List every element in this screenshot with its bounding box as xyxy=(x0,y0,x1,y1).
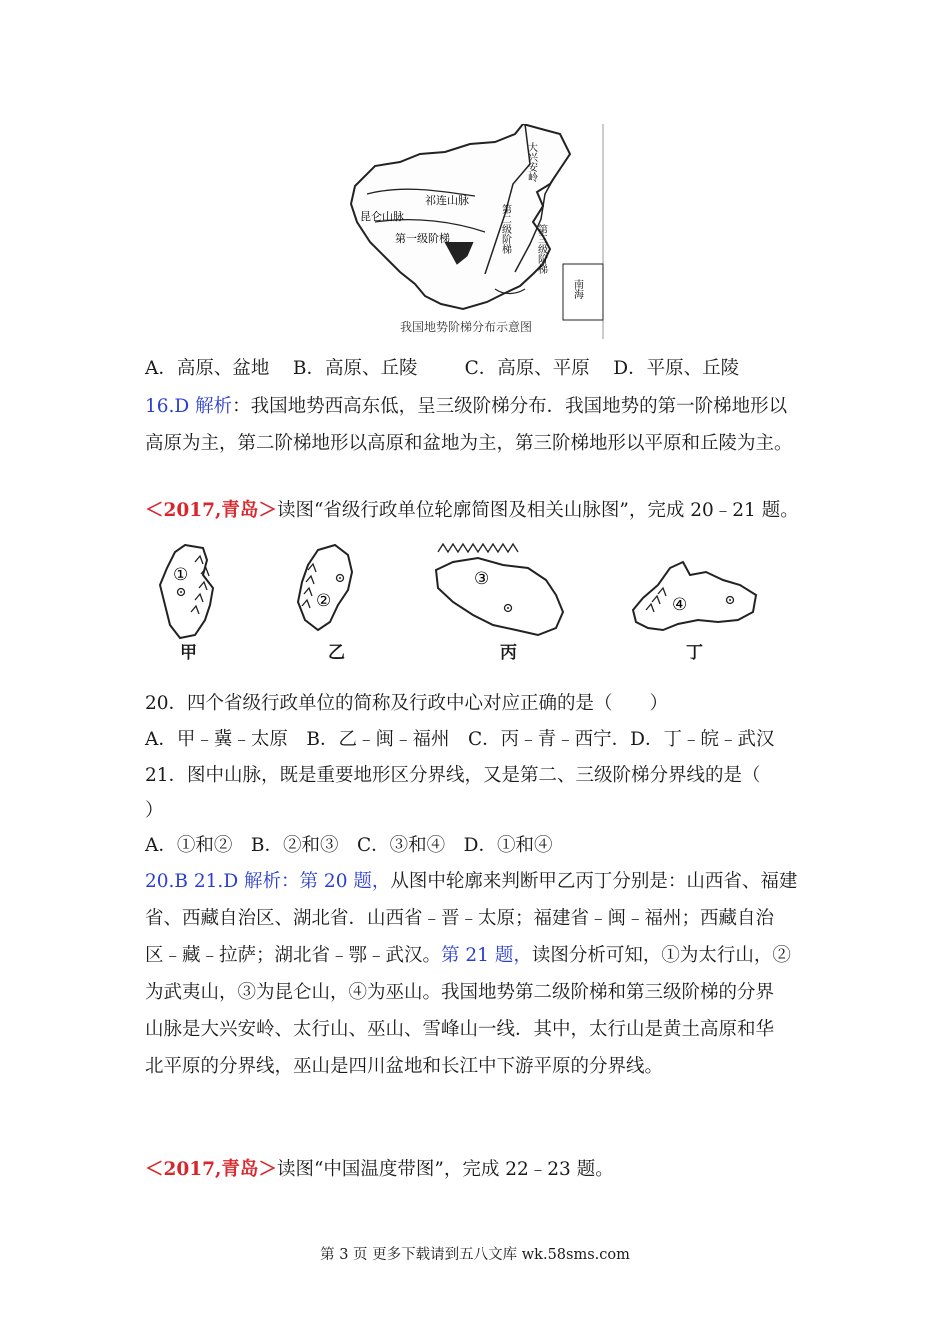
q21-stem-line2: ） xyxy=(145,800,164,821)
intro-20-21-source: ＜2017,青岛＞ xyxy=(145,500,277,521)
answer-20-line1 xyxy=(145,868,797,896)
q21-stem-line1: 21．图中山脉，既是重要地形区分界线，又是第二、三级阶梯分界线的是（ xyxy=(145,765,761,786)
q20-stem: 20．四个省级行政单位的简称及行政中心对应正确的是（ ） xyxy=(145,693,669,714)
q19-option-c: C．高原、平原 xyxy=(464,358,590,379)
answer-20-text1: 从图中轮廓来判断甲乙丙丁分别是：山西省、福建 xyxy=(390,871,798,892)
province-ding-figure xyxy=(628,540,768,665)
answer-20-line6: 北平原的分界线，巫山是四川盆地和长江中下游平原的分界线。 xyxy=(145,1056,664,1077)
answer-20-text3b: 读图分析可知，①为太行山，② xyxy=(531,945,791,966)
answer-20-line2: 省、西藏自治区、湖北省．山西省﹣晋﹣太原；福建省﹣闽﹣福州；西藏自治 xyxy=(145,908,775,929)
province-jia-figure xyxy=(155,540,225,665)
map-label-step3: 第三级阶梯 xyxy=(535,224,547,274)
answer-20-text3a: 区﹣藏﹣拉萨；湖北省﹣鄂﹣武汉。 xyxy=(145,945,442,966)
q19-option-d: D．平原、丘陵 xyxy=(613,358,740,379)
intro-20-21-text: 读图“省级行政单位轮廓简图及相关山脉图”，完成 20﹣21 题。 xyxy=(276,500,799,521)
answer-16-tag: 解析 xyxy=(195,396,233,417)
answer-16-line1 xyxy=(145,393,787,421)
map-caption: 我国地势阶梯分布示意图 xyxy=(400,320,533,334)
intro-20-21 xyxy=(145,497,799,525)
answer-20-tag: 解析：第 20 题， xyxy=(244,871,391,892)
province-jia-label: 甲 xyxy=(180,643,197,663)
answer-16-line2: 高原为主，第二阶梯地形以高原和盆地为主，第三阶梯地形以平原和丘陵为主。 xyxy=(145,433,793,454)
intro-22-23-text: 读图“中国温度带图”，完成 22﹣23 题。 xyxy=(276,1159,614,1180)
province-yi-figure xyxy=(290,540,370,665)
q20-options: A．甲﹣冀﹣太原 B．乙﹣闽﹣福州 C．丙﹣青﹣西宁．D．丁﹣皖﹣武汉 xyxy=(145,729,775,750)
map-label-qilian: 祁连山脉 xyxy=(425,194,469,207)
intro-22-23 xyxy=(145,1156,614,1184)
answer-16-number: 16.D xyxy=(145,396,190,417)
province-ding-label: 丁 xyxy=(686,643,703,663)
province-ding-number: ④ xyxy=(672,595,688,615)
answer-20-line5: 山脉是大兴安岭、太行山、巫山、雪峰山一线．其中，太行山是黄土高原和华 xyxy=(145,1019,775,1040)
page-footer: 第 3 页 更多下载请到五八文库 wk.58sms.com xyxy=(320,1247,630,1263)
province-yi-number: ② xyxy=(316,591,332,611)
province-yi-label: 乙 xyxy=(328,643,345,663)
intro-22-23-source: ＜2017,青岛＞ xyxy=(145,1159,277,1180)
answer-20-line3 xyxy=(145,942,791,970)
province-bing-figure xyxy=(428,540,588,665)
province-jia-number: ① xyxy=(173,565,189,585)
province-bing-number: ③ xyxy=(474,569,490,589)
map-label-kunlun: 昆仑山脉 xyxy=(360,210,404,223)
q19-option-b: B．高原、丘陵 xyxy=(292,358,418,379)
answer-16-text1: ：我国地势西高东低，呈三级阶梯分布．我国地势的第一阶梯地形以 xyxy=(232,396,788,417)
q19-options xyxy=(145,355,739,383)
map-label-step2: 第二级阶梯 xyxy=(499,204,511,254)
answer-20-numbers: 20.B 21.D xyxy=(145,871,239,892)
answer-20-line4: 为武夷山，③为昆仑山，④为巫山。我国地势第二级阶梯和第三级阶梯的分界 xyxy=(145,982,775,1003)
map-label-step1: 第一级阶梯 xyxy=(395,232,450,245)
q19-option-a: A．高原、盆地 xyxy=(145,358,270,379)
map-label-nanhai: 南海 xyxy=(571,279,583,299)
province-bing-label: 丙 xyxy=(500,643,517,663)
q21-options: A．①和② B．②和③ C．③和④ D．①和④ xyxy=(145,835,553,856)
answer-21-tag: 第 21 题， xyxy=(441,945,532,966)
china-terrain-steps-map xyxy=(345,124,607,339)
map-label-daxinganling: 大兴安岭 xyxy=(525,142,537,182)
